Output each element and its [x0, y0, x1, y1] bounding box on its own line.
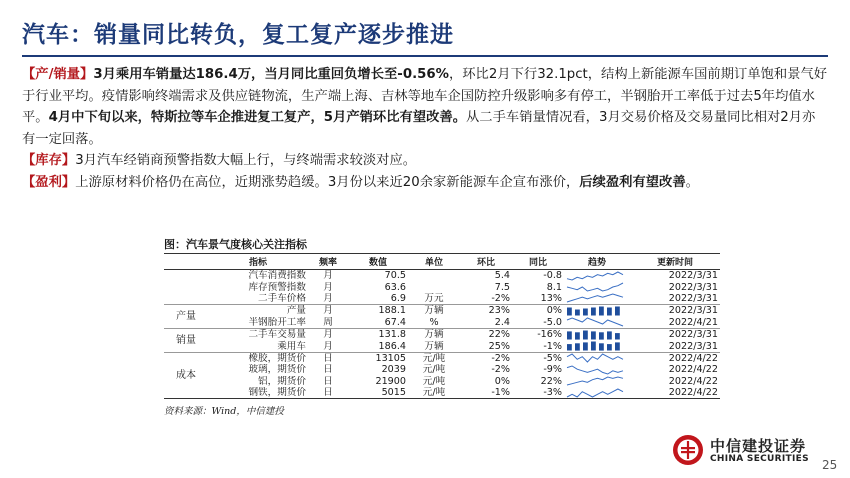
tag-profit: 【盈利】: [22, 174, 76, 190]
cell-indicator: 橡胶，期货价: [248, 352, 306, 364]
cell-mom: 25%: [460, 340, 512, 352]
cell-yoy: 13%: [512, 293, 564, 305]
highlight-profit: 后续盈利有望改善: [579, 174, 686, 190]
cell-trend: [564, 352, 630, 364]
cell-yoy: -16%: [537, 329, 562, 341]
cell-yoy: -5.0: [512, 317, 564, 329]
trend-sparkline: [566, 271, 624, 281]
cell-frequency: 周: [308, 317, 348, 329]
trend-bar: [607, 344, 612, 350]
cell-indicator: 乘用车: [208, 340, 308, 352]
cell-update-time: 2022/3/31: [668, 305, 718, 317]
header-unit: 单位: [408, 254, 460, 270]
cell-unit: 万辆: [408, 340, 460, 352]
cell-value: 21900: [375, 375, 406, 387]
cell-value: 186.4: [348, 340, 408, 352]
trend-bar: [583, 308, 588, 315]
cell-unit: 万辆: [424, 305, 444, 317]
cell-mom: -1%: [460, 387, 512, 399]
cell-indicator: 玻璃，期货价: [248, 364, 306, 376]
table-caption: 图：汽车景气度核心关注指标: [164, 236, 720, 254]
paragraph-production-sales: [22, 64, 828, 150]
table-row: [164, 270, 720, 282]
cell-update-time: 2022/4/22: [668, 364, 718, 376]
cell-update-time: 2022/3/31: [630, 293, 720, 305]
trend-bar: [599, 306, 604, 315]
header-indicator: 指标: [208, 254, 308, 270]
cell-frequency: 日: [323, 352, 333, 364]
cell-unit: 万元: [408, 293, 460, 305]
cell-yoy: -1%: [512, 340, 564, 352]
cell-unit: %: [408, 317, 460, 329]
cell-yoy: 0%: [546, 305, 562, 317]
cell-indicator: 铝，期货价: [258, 375, 306, 387]
cell-value: 6.9: [348, 293, 408, 305]
trend-line: [567, 294, 623, 302]
cell-frequency: 日: [308, 387, 348, 399]
header-mom: 环比: [460, 254, 512, 270]
cell-yoy: 8.1: [546, 281, 562, 293]
cell-value: 131.8: [378, 329, 406, 341]
trend-sparkline: [566, 293, 624, 303]
text-inventory: 3月汽车经销商预警指数大幅上行，与终端需求较淡对应。: [75, 153, 417, 169]
cell-unit: 万辆: [424, 329, 444, 341]
table-row: [164, 317, 720, 329]
cell-frequency: 月: [323, 281, 333, 293]
trend-sparkline: [566, 365, 624, 375]
trend-bar: [599, 343, 604, 350]
row-category: 销量: [164, 328, 208, 352]
header-frequency: 频率: [308, 254, 348, 270]
cell-value: 70.5: [384, 270, 406, 282]
cell-update-time: 2022/3/31: [668, 270, 718, 282]
trend-bar: [599, 332, 604, 339]
cell-mom: -2%: [491, 352, 510, 364]
cell-value: 13105: [375, 352, 406, 364]
cell-indicator: 汽车消费指数: [248, 270, 306, 282]
trend-line: [567, 272, 623, 280]
cell-yoy: -9%: [543, 364, 562, 376]
cell-value: 67.4: [348, 317, 408, 329]
table-body: [164, 270, 720, 399]
cell-indicator: 库存预警指数: [248, 281, 306, 293]
header-category: [164, 254, 208, 270]
trend-bar: [607, 331, 612, 339]
cell-yoy: -3%: [512, 387, 564, 399]
trend-line: [567, 366, 623, 374]
slide-title: 汽车：销量同比转负，复工复产逐步推进: [22, 22, 454, 48]
trend-line: [567, 389, 623, 397]
trend-bar: [591, 342, 596, 351]
cell-unit: 元/吨: [422, 352, 446, 364]
china-securities-logo-icon: [672, 434, 704, 466]
text-profit: 上游原材料价格仍在高位，近期涨势趋缓。3月份以来近20余家新能源车企宣布涨价，: [75, 174, 580, 190]
cell-mom: 22%: [488, 329, 510, 341]
logo-chinese-name: 中信建投证券: [710, 437, 807, 455]
table-header-row: [164, 254, 720, 270]
trend-sparkline: [566, 282, 624, 292]
cell-frequency: 月: [323, 305, 333, 317]
logo-english-name: CHINA SECURITIES: [710, 454, 809, 464]
trend-line: [567, 318, 623, 326]
table-row: [164, 387, 720, 399]
cell-indicator: 半钢胎开工率: [208, 317, 308, 329]
table-row: [164, 281, 720, 292]
cell-trend: [564, 270, 630, 282]
trend-sparkline: [566, 317, 624, 327]
body-text: [22, 64, 828, 194]
cell-update-time: 2022/3/31: [630, 340, 720, 352]
trend-sparkline: [566, 353, 624, 363]
table-row: [164, 364, 720, 375]
trend-bar: [567, 344, 572, 350]
table-row: [164, 340, 720, 352]
row-category: 成本: [164, 352, 208, 399]
brand-logo: [672, 434, 822, 468]
table-source: 资料来源：Wind，中信建投: [164, 406, 284, 418]
table-row: [164, 305, 720, 317]
cell-mom: 0%: [494, 375, 510, 387]
cell-update-time: 2022/3/31: [668, 329, 718, 341]
highlight-sales-yoy: 3月乘用车销量达186.4万，当月同比重回负增长至-0.56%: [93, 67, 449, 82]
cell-unit: 元/吨: [408, 387, 460, 399]
cell-mom: 2.4: [460, 317, 512, 329]
paragraph-profit: [22, 172, 828, 194]
trend-sparkbar: [566, 341, 624, 351]
cell-update-time: 2022/4/22: [668, 352, 718, 364]
indicator-table: [164, 254, 720, 399]
cell-update-time: 2022/3/31: [668, 281, 718, 293]
trend-bar: [615, 333, 620, 339]
table-row: [164, 328, 720, 340]
cell-unit: [408, 270, 460, 282]
cell-value: 188.1: [378, 305, 406, 317]
trend-bar: [575, 343, 580, 350]
cell-trend: [564, 281, 630, 292]
header-trend: 趋势: [564, 254, 630, 270]
cell-update-time: 2022/4/22: [630, 387, 720, 399]
page-number: 25: [822, 458, 838, 472]
cell-value: 2039: [381, 364, 406, 376]
text-structure: ，环比2月下行32.1pct，结构上新能源车国前期订单饱和景气好于行业平均。疫情影响终端需求及供应链物流，生产端上海、吉林等地车企国防控升级影响多有停工，半钢胎开工率低于过去5年均值水平。: [22, 67, 828, 126]
cell-indicator: 产量: [286, 305, 306, 317]
trend-bar: [615, 342, 620, 350]
text-profit-end: 。: [685, 174, 699, 190]
cell-frequency: 日: [323, 375, 333, 387]
trend-line: [567, 354, 623, 362]
trend-bar: [591, 307, 596, 315]
trend-bar: [591, 331, 596, 339]
header-value: 数值: [348, 254, 408, 270]
row-category: [164, 270, 208, 305]
cell-yoy: -0.8: [543, 270, 562, 282]
highlight-resumption: 4月中下旬以来，特斯拉等车企推进复工复产，5月产销环比有望改善。: [48, 110, 467, 126]
cell-trend: [564, 340, 630, 352]
cell-mom: 23%: [488, 305, 510, 317]
cell-frequency: 月: [323, 329, 333, 341]
cell-value: 5015: [348, 387, 408, 399]
header-update-time: 更新时间: [630, 254, 720, 270]
trend-bar: [567, 331, 572, 339]
table-row: [164, 293, 720, 305]
cell-yoy: -5%: [543, 352, 562, 364]
cell-update-time: 2022/4/22: [668, 375, 718, 387]
paragraph-inventory: [22, 150, 828, 172]
cell-indicator: 二手车交易量: [248, 329, 306, 341]
cell-unit: [408, 281, 460, 292]
cell-trend: [564, 293, 630, 305]
trend-bar: [615, 306, 620, 315]
trend-sparkline: [566, 388, 624, 398]
cell-value: 63.6: [384, 281, 406, 293]
cell-unit: 元/吨: [422, 364, 446, 376]
cell-mom: -2%: [460, 293, 512, 305]
cell-frequency: 日: [323, 364, 333, 376]
cell-frequency: 月: [323, 270, 333, 282]
cell-unit: 元/吨: [422, 375, 446, 387]
cell-trend: [564, 364, 630, 375]
trend-bar: [583, 330, 588, 339]
cell-indicator: 钢铁，期货价: [208, 387, 308, 399]
cell-trend: [564, 376, 630, 387]
cell-update-time: 2022/4/21: [630, 317, 720, 329]
trend-bar: [567, 307, 572, 315]
header-yoy: 同比: [512, 254, 564, 270]
trend-bar: [575, 332, 580, 339]
cell-trend: [564, 328, 630, 340]
tag-inventory: 【库存】: [22, 153, 76, 169]
cell-frequency: 月: [308, 293, 348, 305]
table-row: [164, 376, 720, 387]
trend-line: [567, 377, 623, 385]
trend-bar: [575, 309, 580, 315]
row-category: 产量: [164, 305, 208, 329]
cell-frequency: 月: [308, 340, 348, 352]
trend-bar: [583, 342, 588, 350]
cell-indicator: 二手车价格: [208, 293, 308, 305]
table-row: [164, 352, 720, 364]
trend-sparkbar: [566, 330, 624, 340]
cell-mom: 7.5: [494, 281, 510, 293]
cell-yoy: 22%: [540, 375, 562, 387]
cell-mom: 5.4: [494, 270, 510, 282]
indicator-table-panel: [164, 236, 720, 417]
text-used-car: 从二手车销量情况看，3月交易价格及交易量同比相对2月亦有一定回落。: [22, 110, 816, 147]
title-divider: [22, 55, 828, 57]
trend-sparkline: [566, 376, 624, 386]
trend-sparkbar: [566, 306, 624, 316]
cell-mom: -2%: [491, 364, 510, 376]
trend-bar: [607, 307, 612, 315]
cell-trend: [564, 317, 630, 329]
cell-trend: [564, 305, 630, 317]
tag-production-sales: 【产/销量】: [22, 67, 94, 82]
trend-line: [567, 283, 623, 291]
cell-trend: [564, 387, 630, 399]
